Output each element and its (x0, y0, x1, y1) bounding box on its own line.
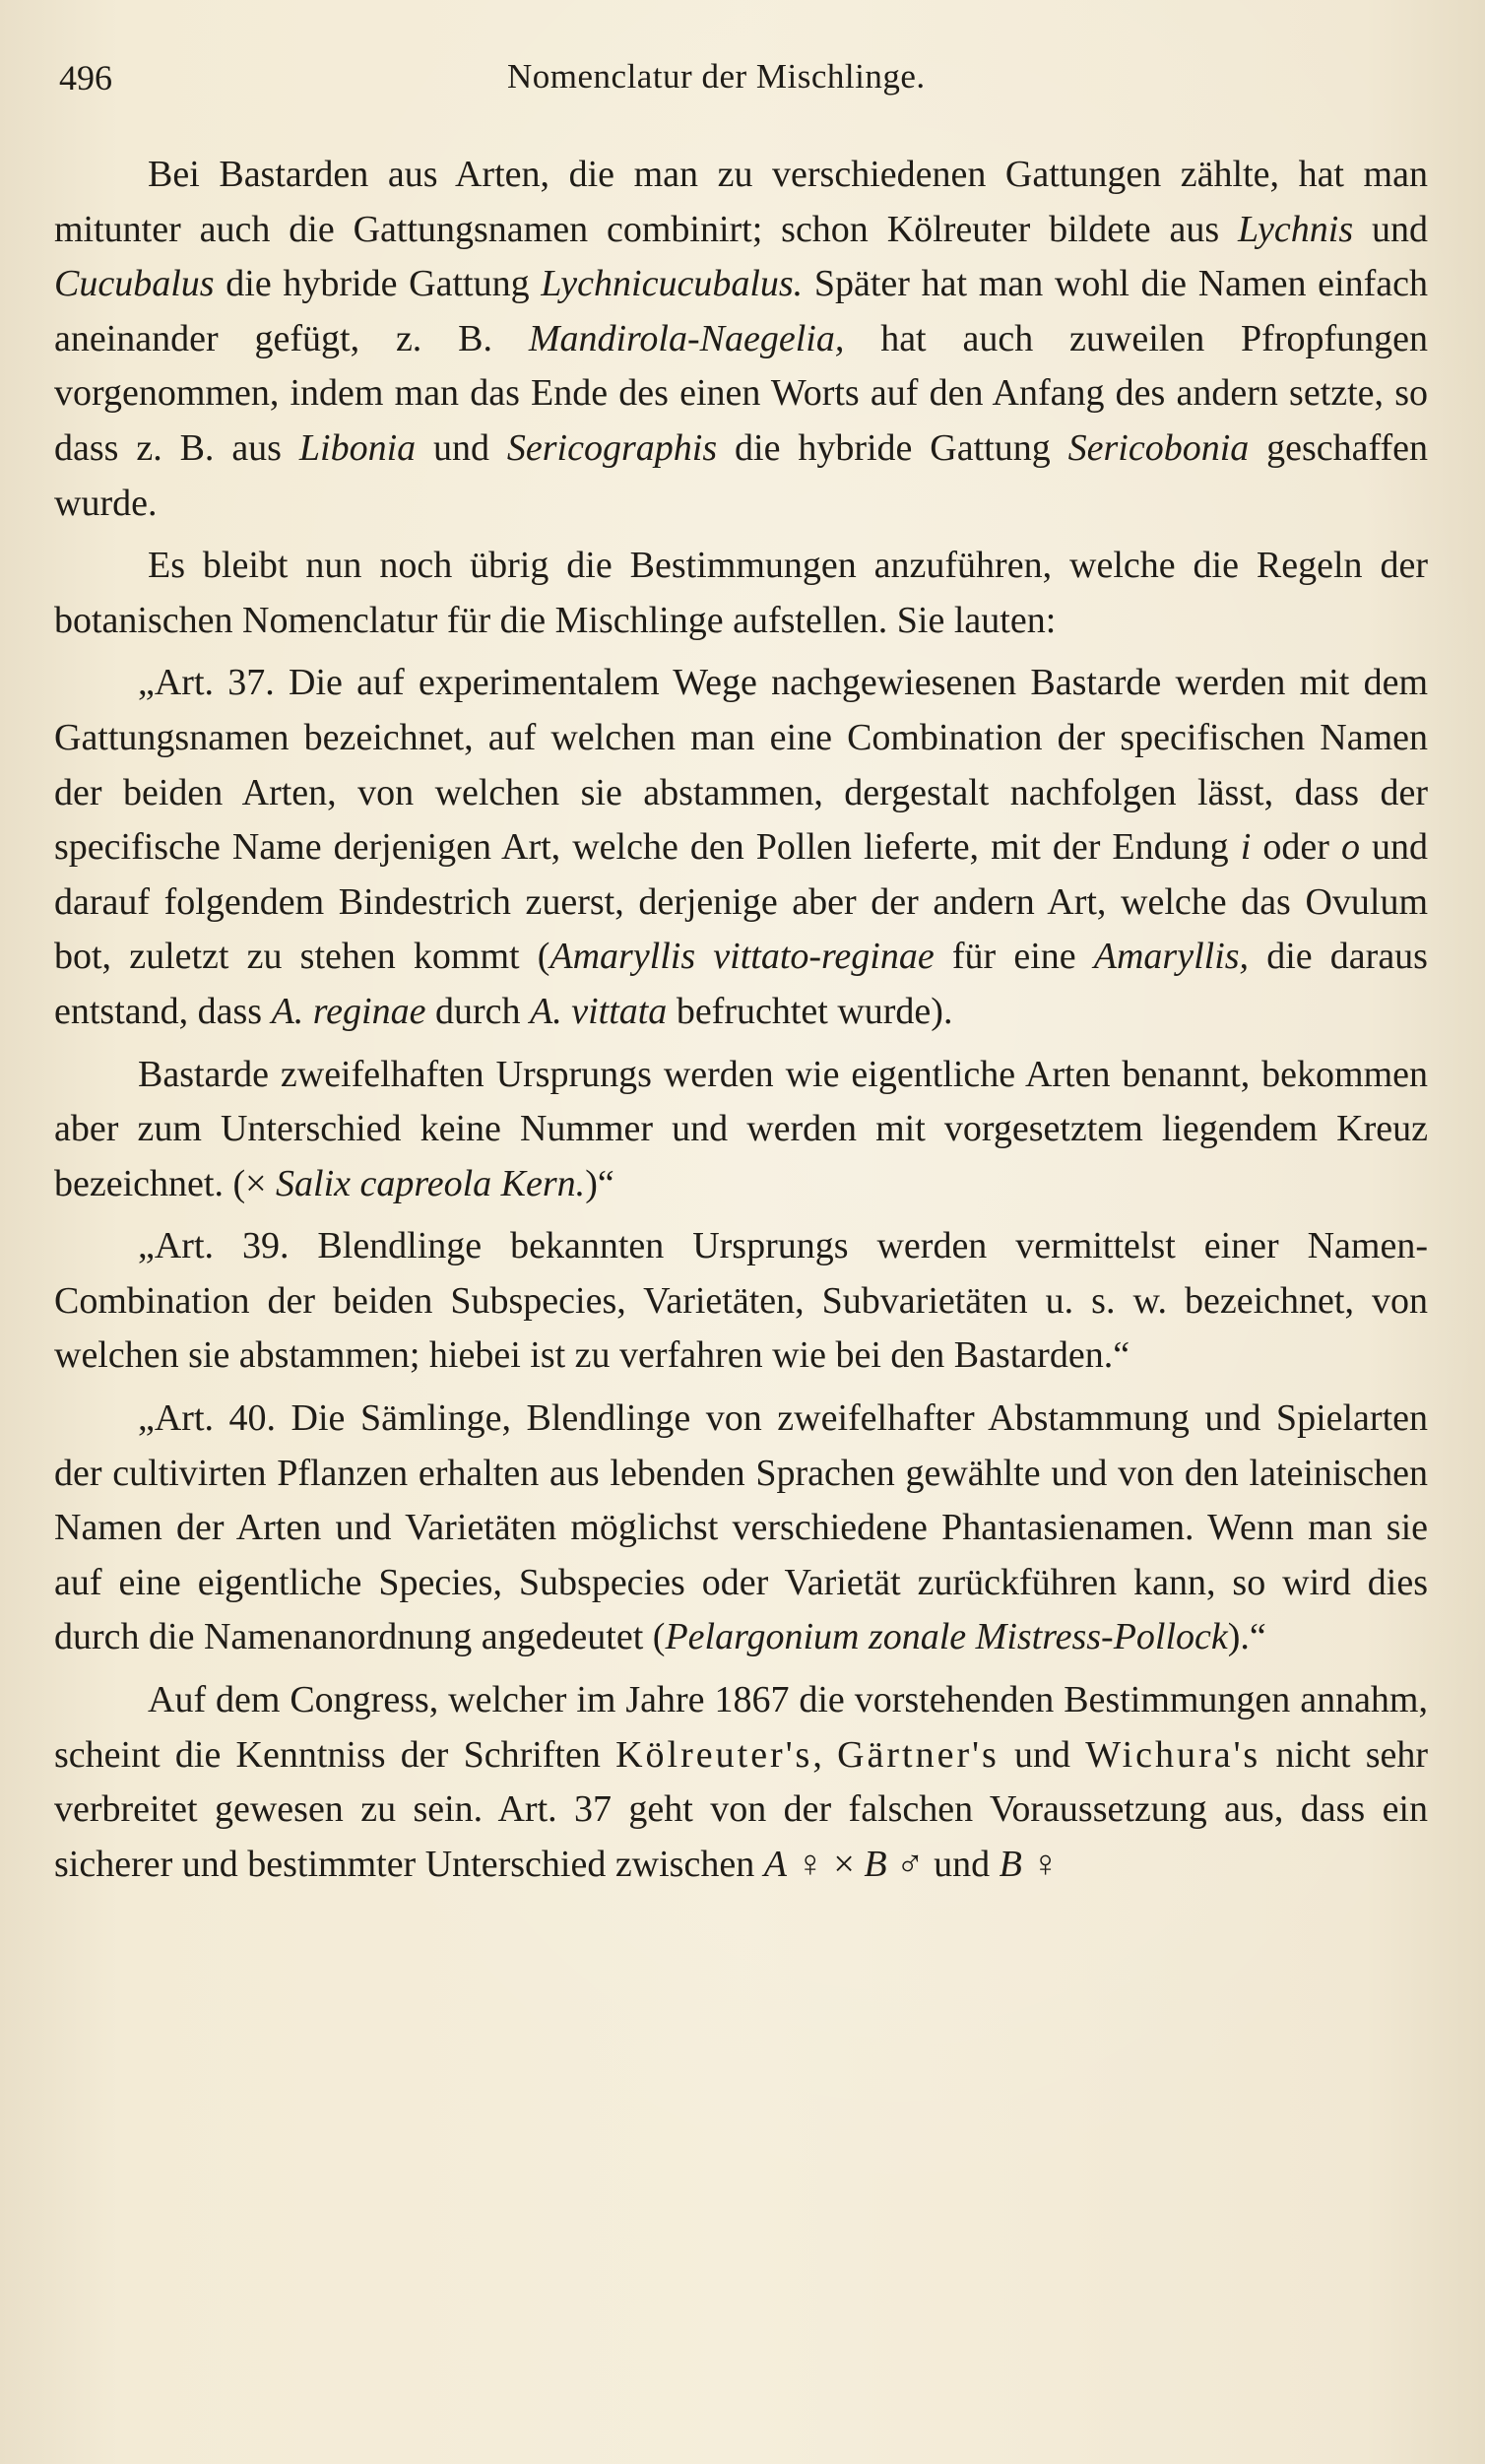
text-run: )“ (585, 1162, 614, 1204)
text-run: ).“ (1227, 1616, 1266, 1658)
text-run: die hybride Gattung (717, 426, 1068, 469)
running-head (59, 57, 1438, 106)
text-run: die daraus entstand, dass (54, 936, 1428, 1032)
text-run: ♀ × (786, 1843, 865, 1885)
paragraph (54, 1219, 1428, 1384)
text-run: Kölreuter's (615, 1733, 813, 1776)
italic-text: Salix capreola Kern. (276, 1162, 586, 1204)
text-run: und (999, 1733, 1086, 1776)
text-run: ♂ und (886, 1843, 1000, 1885)
italic-text: Sericobonia (1067, 426, 1250, 469)
text-run: , (812, 1733, 838, 1776)
text-run: Auf dem Congress, welcher im Jahre 1867 die vorstehenden Bestimmungen annahm, scheint die Kenntniss der Schriften (54, 1679, 1428, 1776)
italic-text: Pelargonium zonale Mistress-Pollock (665, 1616, 1228, 1658)
text-run: und darauf folgendem Bindestrich zuerst, derjenige aber der andern Art, welche das Ovulum bot, zuletzt zu stehen kommt ( (54, 826, 1428, 978)
text-run: hat auch zuweilen Pfropfungen vorgenommen, indem man das Ende des einen Worts auf den Anfang des andern setzte, so dass z. B. aus (54, 317, 1428, 469)
paragraph (54, 539, 1428, 648)
text-run: ♀ (1021, 1843, 1060, 1885)
text-run: „Art. 37. Die auf experimentalem Wege nachgewiesenen Bastarde werden mit dem Gattungsnamen bezeichnet, auf welchen man eine Combination der specifischen Namen der beiden Arten, von welchen sie abstammen, dergestalt nachfolgen lässt, dass der specifische Name derjenigen Art, welche den Pollen lieferte, mit der Endung (54, 662, 1428, 869)
italic-text: A. reginae (271, 990, 426, 1032)
italic-text: Lychnicucubalus. (541, 263, 804, 305)
paragraph (54, 1392, 1428, 1665)
paragraph (54, 1673, 1428, 1892)
page-number: 496 (59, 58, 112, 97)
text-run: Später hat man wohl die Namen einfach aneinander gefügt, z. B. (54, 263, 1428, 359)
italic-text: Libonia (298, 426, 417, 469)
text-run: Gärtner's (837, 1733, 1000, 1776)
text-run: durch (425, 990, 530, 1032)
italic-text: Mandirola-Naegelia, (528, 317, 845, 359)
text-run: nicht sehr verbreitet gewesen zu sein. Art. 37 geht von der falschen Voraussetzung aus, dass ein sicherer und bestimmter Unterschied zwischen (54, 1733, 1429, 1885)
paragraph (54, 148, 1428, 531)
body-text (54, 148, 1428, 1892)
italic-text: o (1340, 826, 1360, 869)
paragraph (54, 1048, 1428, 1212)
italic-text: Lychnis (1238, 208, 1354, 250)
text-run: „Art. 39. Blendlinge bekannten Ursprungs werden vermittelst einer Namen-Combination der beiden Subspecies, Varietäten, Subvarietäten u. s. w. bezeichnet, von welchen sie abstammen; hiebei ist zu verfahren wie bei den Bastarden.“ (54, 1225, 1428, 1377)
italic-text: i (1240, 826, 1252, 869)
paragraph (54, 656, 1428, 1039)
italic-text: A. vittata (530, 990, 668, 1032)
text-run: geschaffen wurde. (54, 426, 1429, 524)
text-run: oder (1251, 826, 1341, 869)
running-title: Nomenclatur der Mischlinge. (507, 57, 926, 96)
text-run: und (1353, 208, 1429, 250)
italic-text: B (999, 1843, 1022, 1885)
text-run: Bei Bastarden aus Arten, die man zu verschiedenen Gattungen zählte, hat man mitunter auch die Gattungsnamen combinirt; schon Kölreuter bildete aus (54, 154, 1428, 250)
text-run: Wichura's (1085, 1733, 1261, 1776)
text-run: „Art. 40. Die Sämlinge, Blendlinge von zweifelhafter Abstammung und Spielarten der cultivirten Pflanzen erhalten aus lebenden Sprachen gewählte und von den lateinischen Namen der Arten und Varietäten möglichst verschiedene Phantasienamen. Wenn man sie auf eine eigentliche Species, Subspecies oder Varietät zurückführen kann, so wird dies durch die Namenanordnung angedeutet ( (54, 1397, 1428, 1658)
italic-text: Sericographis (506, 426, 718, 469)
text-run: für eine (934, 936, 1094, 978)
text-run: befruchtet wurde). (667, 990, 953, 1032)
text-run: und (416, 426, 507, 469)
italic-text: A (763, 1843, 787, 1885)
italic-text: Amaryllis vittato-reginae (549, 936, 935, 978)
italic-text: Amaryllis, (1093, 936, 1250, 978)
italic-text: Cucubalus (54, 263, 215, 305)
text-run: Bastarde zweifelhaften Ursprungs werden wie eigentliche Arten benannt, bekommen aber zum Unterschied keine Nummer und werden mit vorgesetztem liegendem Kreuz bezeichnet. (× (54, 1053, 1428, 1204)
text-run: die hybride Gattung (214, 263, 542, 305)
text-run: Es bleibt nun noch übrig die Bestimmungen anzuführen, welche die Regeln der botanischen Nomenclatur für die Mischlinge aufstellen. Sie lauten: (54, 545, 1428, 641)
italic-text: B (864, 1843, 887, 1885)
